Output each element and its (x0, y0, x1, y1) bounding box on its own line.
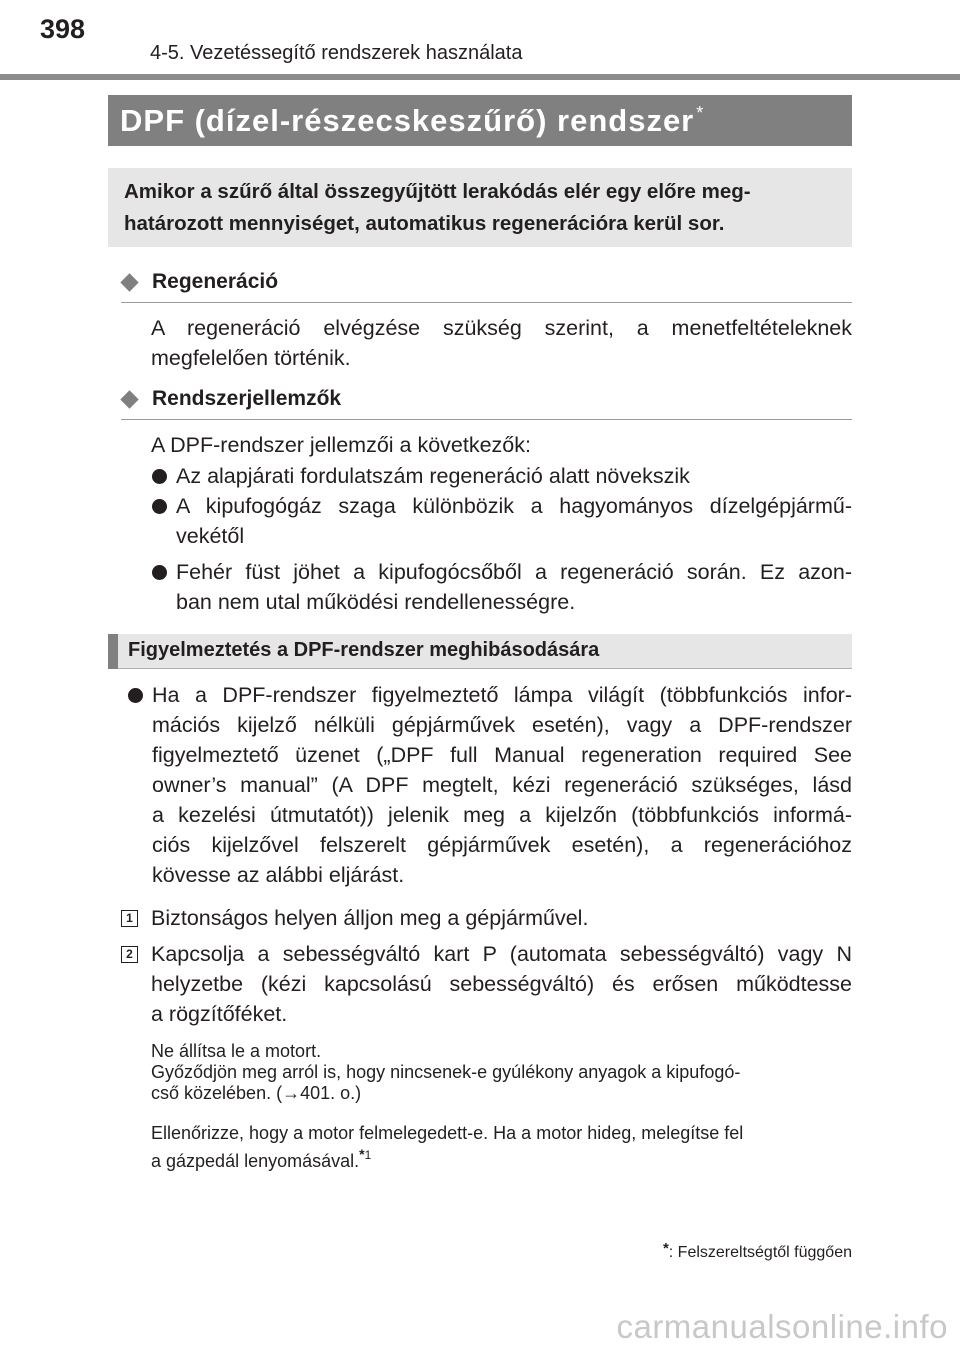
bullet-icon (152, 499, 167, 514)
bullet-line-2: vekétől (176, 524, 245, 548)
regeneration-line-2: megfelelően történik. (151, 346, 351, 370)
title-text: DPF (dízel-részecskeszűrő) rendszer (120, 103, 695, 138)
bullet-icon (128, 688, 143, 703)
note-1-line-1: Ne állítsa le a motort. (151, 1041, 322, 1061)
title-bar (108, 95, 852, 146)
regeneration-line-1: A regeneráció elvégzése szükség szerint, a menetfeltételeknek (151, 316, 852, 340)
subheading-label: Rendszerjellemzők (152, 387, 342, 410)
bullet-line-1: Fehér füst jöhet a kipufogócsőből a regeneráció során. Ez azon- (176, 560, 852, 584)
warning-heading-bar (108, 634, 852, 669)
note-1-line-3: cső közelében. (→401. o.) (151, 1083, 362, 1103)
footnote-ref: 1 (364, 1148, 372, 1162)
bullet-icon (152, 469, 167, 484)
note-2 (151, 1123, 852, 1172)
note-1 (151, 1041, 852, 1104)
note-1-line-2: Győződjön meg arról is, hogy nincsenek-e gyúlékony anyagok a kipufogó- (151, 1062, 741, 1082)
warning-line-4: owner’s manual” (A DPF megtelt, kézi regeneráció szükséges, lásd (152, 773, 852, 797)
title-star: * (696, 103, 705, 123)
diamond-icon (120, 390, 138, 408)
page-title (120, 103, 704, 139)
step-2-line-3: a rögzítőféket. (151, 1002, 288, 1026)
bullet-line-2: ban nem utal működési rendellenességre. (176, 590, 576, 614)
running-head: 4-5. Vezetéssegítő rendszerek használata (150, 42, 523, 64)
intro-line-1: Amikor a szűrő által összegyűjtött lerakódás elér egy előre meg- (124, 180, 751, 203)
warning-heading: Figyelmeztetés a DPF-rendszer meghibásodására (128, 639, 600, 661)
diamond-icon (120, 273, 138, 291)
bullet-line-1: A kipufogógáz szaga különbözik a hagyományos dízelgépjármű- (176, 494, 852, 518)
step-2-number: 2 (121, 946, 138, 963)
regeneration-text (151, 313, 852, 373)
step-2-line-2: helyzetbe (kézi kapcsolású sebességváltó) és erősen működtesse (151, 972, 852, 996)
warning-line-3: figyelmeztető üzenet („DPF full Manual regeneration required See (152, 743, 852, 767)
intro-line-2: határozott mennyiséget, automatikus regenerációra kerül sor. (124, 212, 725, 235)
watermark: carmanualsonline.info (616, 1308, 948, 1345)
warning-line-7: kövesse az alábbi eljárást. (152, 863, 405, 887)
features-lead: A DPF-rendszer jellemzői a következők: (151, 433, 531, 457)
note-2-line-2 (151, 1144, 852, 1172)
warning-accent (108, 634, 118, 669)
footnote-text: : Felszereltségtől függően (668, 1244, 852, 1261)
asterisk-icon: * (662, 1240, 669, 1257)
step-2-line-1: Kapcsolja a sebességváltó kart P (automata sebességváltó) vagy N (151, 942, 852, 966)
warning-line-2: mációs kijelző nélküli gépjárművek esetén), vagy a DPF-rendszer (152, 713, 852, 737)
header-rule (0, 74, 960, 80)
warning-line-1: Ha a DPF-rendszer figyelmeztető lámpa világít (többfunkciós infor- (152, 683, 852, 707)
note-2-line-1: Ellenőrizze, hogy a motor felmelegedett-e. Ha a motor hideg, melegítse fel (151, 1123, 744, 1143)
subheading-features (121, 387, 852, 420)
step-1-text: Biztonságos helyen álljon meg a gépjárművel. (151, 906, 589, 930)
step-1-number: 1 (121, 910, 138, 927)
footnote-star-icon: * (359, 1146, 365, 1162)
step-2-text (151, 939, 852, 1029)
page-number: 398 (40, 14, 86, 44)
warning-line-6: ciós kijelzővel felszerelt gépjárművek esetén), a regenerációhoz (152, 833, 852, 857)
warning-line-5: a kezelési útmutatót)) jelenik meg a kijelzőn (többfunkciós informá- (152, 803, 852, 827)
note-2-text: a gázpedál lenyomásával. (151, 1151, 360, 1171)
footnote (663, 1240, 852, 1262)
intro-box (108, 168, 852, 247)
subheading-label: Regeneráció (152, 270, 279, 293)
bullet-text: Az alapjárati fordulatszám regeneráció alatt növekszik (176, 464, 690, 488)
subheading-regeneration (121, 270, 852, 303)
bullet-icon (152, 565, 167, 580)
